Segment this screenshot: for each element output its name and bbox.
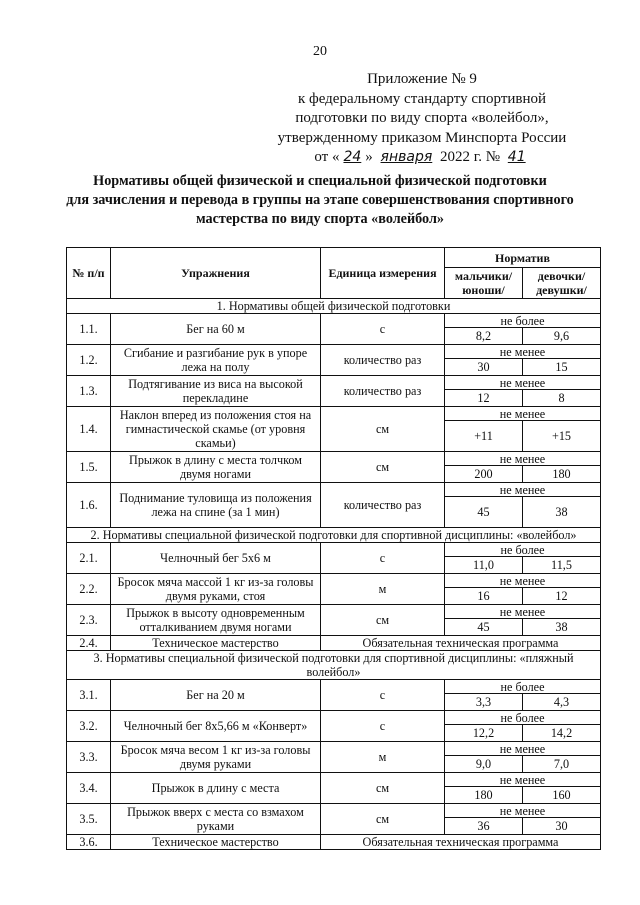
date-prefix: от « — [314, 149, 340, 165]
unit-cell: количество раз — [321, 376, 445, 407]
unit-cell: см — [321, 407, 445, 452]
row-number: 1.5. — [67, 452, 111, 483]
unit-cell: с — [321, 711, 445, 742]
table-row — [67, 773, 601, 787]
boys-value: 45 — [445, 619, 523, 636]
header-num: № п/п — [67, 248, 111, 299]
table-row — [67, 345, 601, 359]
exercise-name: Челночный бег 8x5,66 м «Конверт» — [111, 711, 321, 742]
boys-value: 11,0 — [445, 557, 523, 574]
table-row-technical — [67, 835, 601, 850]
title-line: мастерства по виду спорта «волейбол» — [195, 211, 445, 227]
girls-value: 14,2 — [523, 725, 601, 742]
boys-value: 45 — [445, 497, 523, 528]
boys-value: 9,0 — [445, 756, 523, 773]
girls-value: +15 — [523, 421, 601, 452]
norm-qualifier: не более — [445, 543, 601, 557]
norm-qualifier: не более — [445, 314, 601, 328]
table-row — [67, 711, 601, 725]
appendix-date-line — [262, 148, 582, 168]
boys-value: 180 — [445, 787, 523, 804]
exercise-name: Техническое мастерство — [111, 636, 321, 651]
header-boys: мальчики/ юноши/ — [445, 268, 523, 299]
unit-cell: количество раз — [321, 483, 445, 528]
table-row — [67, 314, 601, 328]
exercise-name: Бег на 60 м — [111, 314, 321, 345]
exercise-name: Бросок мяча массой 1 кг из-за головы двумя руками, стоя — [111, 574, 321, 605]
unit-cell: см — [321, 804, 445, 835]
table-row — [67, 742, 601, 756]
exercise-name: Поднимание туловища из положения лежа на спине (за 1 мин) — [111, 483, 321, 528]
boys-value: 200 — [445, 466, 523, 483]
section-header-row — [67, 528, 601, 543]
table-row — [67, 407, 601, 421]
appendix-line: к федеральному стандарту спортивной — [297, 90, 547, 107]
norm-qualifier: не менее — [445, 804, 601, 818]
exercise-name: Наклон вперед из положения стоя на гимнастической скамье (от уровня скамьи) — [111, 407, 321, 452]
boys-value: 12 — [445, 390, 523, 407]
exercise-name: Прыжок вверх с места со взмахом руками — [111, 804, 321, 835]
unit-cell: см — [321, 452, 445, 483]
row-number: 2.3. — [67, 605, 111, 636]
appendix-line: подготовки по виду спорта «волейбол», — [295, 110, 549, 126]
exercise-name: Техническое мастерство — [111, 835, 321, 850]
girls-value: 4,3 — [523, 694, 601, 711]
section-title: 2. Нормативы специальной физической подготовки для спортивной дисциплины: «волейбол» — [67, 528, 601, 543]
unit-cell: количество раз — [321, 345, 445, 376]
exercise-name: Челночный бег 5x6 м — [111, 543, 321, 574]
girls-value: 11,5 — [523, 557, 601, 574]
boys-value: 3,3 — [445, 694, 523, 711]
unit-cell: с — [321, 314, 445, 345]
norms-table — [66, 247, 601, 850]
norm-qualifier: не менее — [445, 605, 601, 619]
row-number: 1.1. — [67, 314, 111, 345]
unit-cell: м — [321, 574, 445, 605]
section-header-row — [67, 651, 601, 680]
norm-qualifier: не более — [445, 711, 601, 725]
girls-value: 30 — [523, 818, 601, 835]
header-norm: Норматив — [445, 248, 601, 268]
norm-qualifier: не менее — [445, 376, 601, 390]
header-girls: девочки/ девушки/ — [523, 268, 601, 299]
norm-qualifier: не менее — [445, 452, 601, 466]
girls-value: 38 — [523, 619, 601, 636]
section-title: 3. Нормативы специальной физической подготовки для спортивной дисциплины: «пляжный волейбол» — [67, 651, 601, 680]
exercise-name: Прыжок в длину с места толчком двумя ногами — [111, 452, 321, 483]
table-row — [67, 452, 601, 466]
technical-program: Обязательная техническая программа — [321, 636, 601, 651]
title-line: Нормативы общей физической и специальной физической подготовки — [93, 173, 547, 189]
norm-qualifier: не менее — [445, 483, 601, 497]
row-number: 1.4. — [67, 407, 111, 452]
exercise-name: Сгибание и разгибание рук в упоре лежа на полу — [111, 345, 321, 376]
exercise-name: Бросок мяча весом 1 кг из-за головы двумя руками — [111, 742, 321, 773]
exercise-name: Бег на 20 м — [111, 680, 321, 711]
row-number: 1.6. — [67, 483, 111, 528]
unit-cell: с — [321, 543, 445, 574]
handwritten-month: января — [380, 149, 433, 165]
boys-value: 30 — [445, 359, 523, 376]
girls-value: 38 — [523, 497, 601, 528]
appendix-line: утвержденному приказом Минспорта России — [277, 129, 567, 146]
page-number: 20 — [313, 44, 327, 59]
row-number: 3.3. — [67, 742, 111, 773]
table-row — [67, 804, 601, 818]
norm-qualifier: не менее — [445, 345, 601, 359]
boys-value: 36 — [445, 818, 523, 835]
handwritten-day: 24 — [343, 149, 362, 165]
unit-cell: см — [321, 605, 445, 636]
appendix-title: Приложение № 9 — [367, 71, 477, 87]
row-number: 1.3. — [67, 376, 111, 407]
row-number: 3.6. — [67, 835, 111, 850]
row-number: 3.5. — [67, 804, 111, 835]
technical-program: Обязательная техническая программа — [321, 835, 601, 850]
date-year: 2022 г. № — [440, 149, 501, 165]
row-number: 1.2. — [67, 345, 111, 376]
girls-value: 180 — [523, 466, 601, 483]
row-number: 2.2. — [67, 574, 111, 605]
row-number: 2.4. — [67, 636, 111, 651]
appendix-block — [262, 70, 582, 168]
unit-cell: с — [321, 680, 445, 711]
table-row-technical — [67, 636, 601, 651]
section-header-row — [67, 299, 601, 314]
boys-value: +11 — [445, 421, 523, 452]
boys-value: 12,2 — [445, 725, 523, 742]
exercise-name: Подтягивание из виса на высокой перекладине — [111, 376, 321, 407]
date-mid: » — [365, 149, 373, 165]
table-row — [67, 376, 601, 390]
row-number: 2.1. — [67, 543, 111, 574]
girls-value: 7,0 — [523, 756, 601, 773]
table-row — [67, 680, 601, 694]
girls-value: 160 — [523, 787, 601, 804]
norm-qualifier: не менее — [445, 773, 601, 787]
unit-cell: см — [321, 773, 445, 804]
row-number: 3.1. — [67, 680, 111, 711]
girls-value: 8 — [523, 390, 601, 407]
header-unit: Единица измерения — [321, 248, 445, 299]
girls-value: 12 — [523, 588, 601, 605]
exercise-name: Прыжок в высоту одновременным отталкиванием двумя ногами — [111, 605, 321, 636]
boys-value: 16 — [445, 588, 523, 605]
unit-cell: м — [321, 742, 445, 773]
table-row — [67, 605, 601, 619]
norms-table-body — [67, 299, 601, 850]
norm-qualifier: не менее — [445, 742, 601, 756]
section-title: 1. Нормативы общей физической подготовки — [67, 299, 601, 314]
row-number: 3.4. — [67, 773, 111, 804]
document-title — [40, 172, 600, 229]
table-row — [67, 543, 601, 557]
girls-value: 15 — [523, 359, 601, 376]
table-row — [67, 483, 601, 497]
norm-qualifier: не менее — [445, 574, 601, 588]
handwritten-order-number: 41 — [507, 149, 526, 165]
title-line: для зачисления и перевода в группы на этапе совершенствования спортивного — [66, 192, 574, 208]
norm-qualifier: не менее — [445, 407, 601, 421]
exercise-name: Прыжок в длину с места — [111, 773, 321, 804]
table-row — [67, 574, 601, 588]
norm-qualifier: не более — [445, 680, 601, 694]
girls-value: 9,6 — [523, 328, 601, 345]
row-number: 3.2. — [67, 711, 111, 742]
boys-value: 8,2 — [445, 328, 523, 345]
header-exercise: Упражнения — [111, 248, 321, 299]
